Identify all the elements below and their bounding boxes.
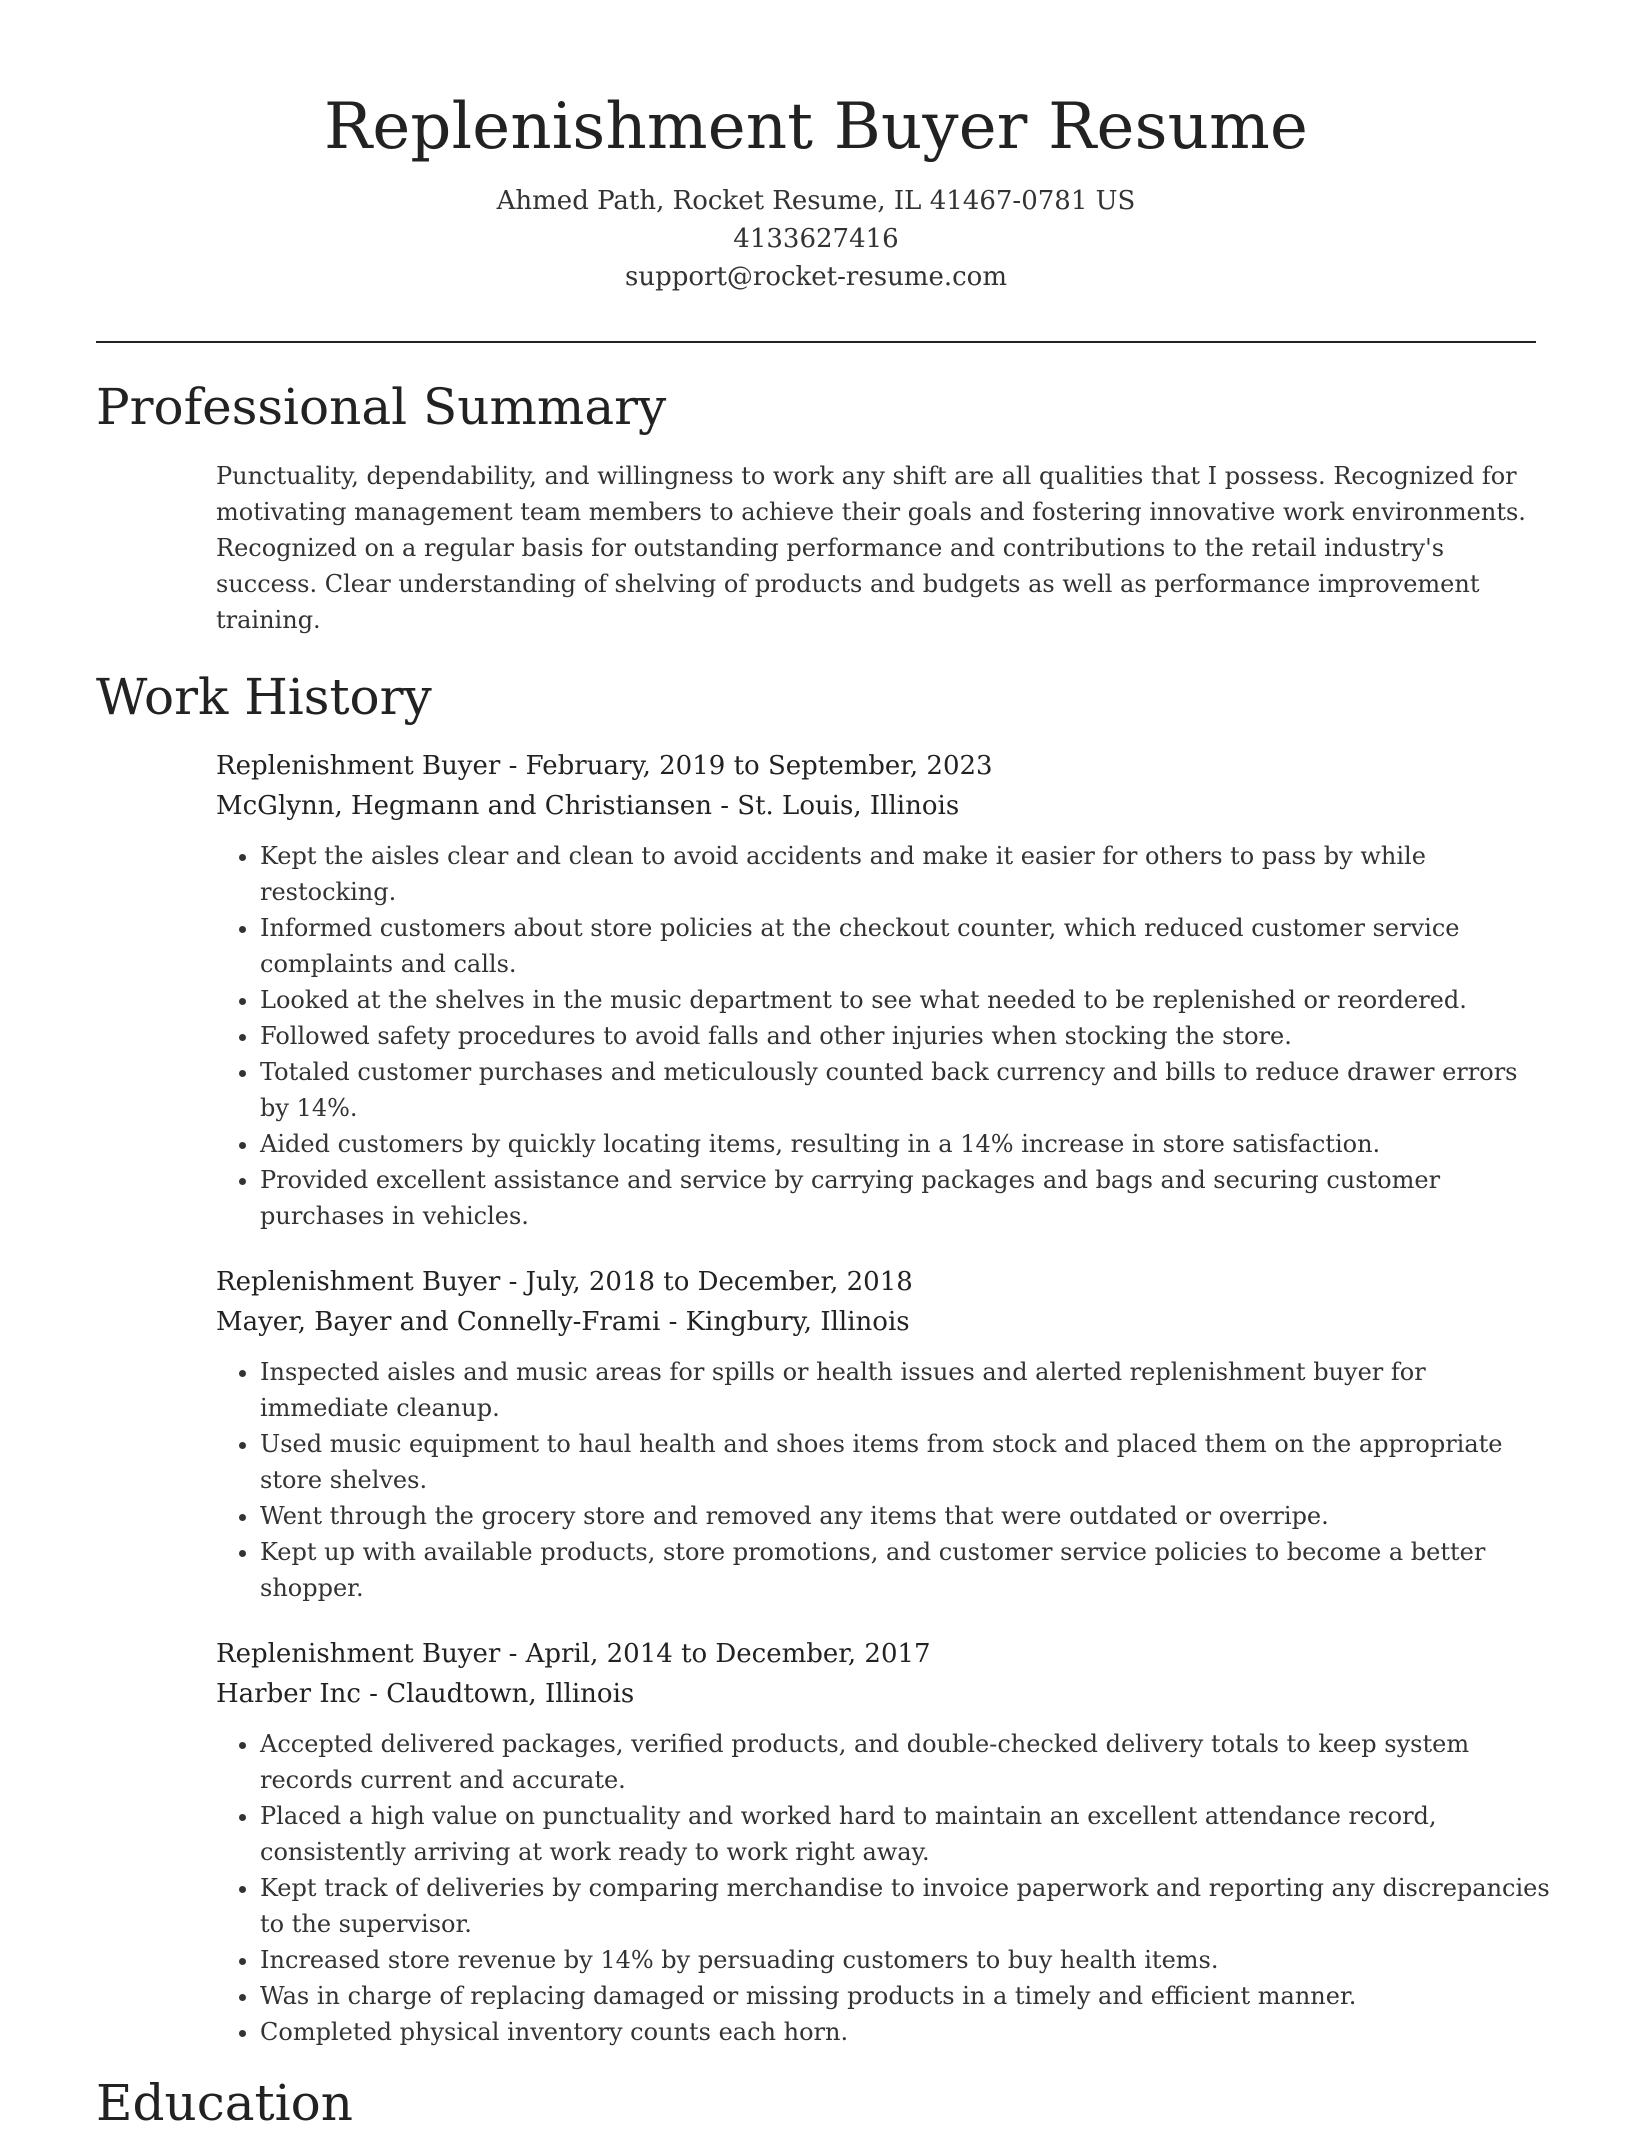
resume-body	[96, 370, 1550, 2140]
job-entry	[216, 1634, 1550, 2050]
job-bullet: • Accepted delivered packages, verified products, and double-checked delivery totals to keep system records current and accurate.	[260, 1726, 1550, 1798]
job-entry	[216, 746, 1536, 1234]
summary-section	[96, 370, 1536, 638]
job-bullet: • Aided customers by quickly locating items, resulting in a 14% increase in store satisfaction.	[260, 1126, 1550, 1162]
job-bullet: • Followed safety procedures to avoid falls and other injuries when stocking the store.	[260, 1018, 1550, 1054]
summary-heading: Professional Summary	[96, 378, 667, 436]
job-bullet: • Placed a high value on punctuality and worked hard to maintain an excellent attendance record, consistently arriving at work ready to work right away.	[260, 1798, 1550, 1870]
job-bullet: • Kept track of deliveries by comparing merchandise to invoice paperwork and reporting any discrepancies to the supervisor.	[260, 1870, 1550, 1942]
education-section	[96, 2066, 1536, 2140]
job-bullet: • Completed physical inventory counts each horn.	[260, 2014, 1550, 2050]
job-bullet: • Kept up with available products, store promotions, and customer service policies to become a better shopper.	[260, 1534, 1550, 1606]
job-bullet: • Totaled customer purchases and meticulously counted back currency and bills to reduce drawer errors by 14%.	[260, 1054, 1550, 1126]
job-bullet: • Increased store revenue by 14% by persuading customers to buy health items.	[260, 1942, 1550, 1978]
job-bullet-list	[216, 838, 1550, 1234]
contact-phone: 4133627416	[733, 224, 899, 254]
job-entry	[216, 1262, 1536, 1606]
contact-email[interactable]: support@rocket-resume.com	[624, 262, 1007, 292]
job-bullet: • Went through the grocery store and removed any items that were outdated or overripe.	[260, 1498, 1550, 1534]
job-company-location: Mayer, Bayer and Connelly-Frami - Kingbury, Illinois	[216, 1307, 910, 1337]
job-bullet: • Provided excellent assistance and service by carrying packages and bags and securing customer purchases in vehicles.	[260, 1162, 1550, 1234]
summary-text: Punctuality, dependability, and willingness to work any shift are all qualities that I possess. Recognized for motivating management team members to achieve their goals and fostering innovative work environments. Recognized on a regular basis for outstanding performance and contributions to the retail industry's success. Clear understanding of shelving of products and budgets as well as performance improvement training.	[216, 462, 1526, 634]
job-bullet: • Inspected aisles and music areas for spills or health issues and alerted replenishment buyer for immediate cleanup.	[260, 1354, 1550, 1426]
job-title-dates: Replenishment Buyer - July, 2018 to December, 2018	[216, 1267, 913, 1297]
job-company-location: McGlynn, Hegmann and Christiansen - St. Louis, Illinois	[216, 791, 960, 821]
job-bullet: • Was in charge of replacing damaged or missing products in a timely and efficient manner.	[260, 1978, 1550, 2014]
job-title-dates: Replenishment Buyer - February, 2019 to September, 2023	[216, 751, 993, 781]
job-company-location: Harber Inc - Claudtown, Illinois	[216, 1679, 635, 1709]
job-bullet-list	[216, 1354, 1550, 1606]
job-bullet: • Used music equipment to haul health and shoes items from stock and placed them on the appropriate store shelves.	[260, 1426, 1550, 1498]
job-title-dates: Replenishment Buyer - April, 2014 to December, 2017	[216, 1639, 931, 1669]
job-bullet: • Kept the aisles clear and clean to avoid accidents and make it easier for others to pass by while restocking.	[260, 838, 1550, 910]
work-history-section	[96, 660, 1550, 2050]
work-history-heading: Work History	[96, 668, 432, 726]
contact-address: Ahmed Path, Rocket Resume, IL 41467-0781 US	[496, 186, 1136, 216]
education-heading: Education	[96, 2074, 353, 2132]
job-bullet-list	[216, 1726, 1550, 2050]
header-divider	[96, 341, 1536, 343]
resume-title: Replenishment Buyer Resume	[323, 90, 1309, 164]
job-bullet: • Looked at the shelves in the music department to see what needed to be replenished or reordered.	[260, 982, 1550, 1018]
resume-header	[0, 0, 1632, 296]
job-bullet: • Informed customers about store policies at the checkout counter, which reduced customer service complaints and calls.	[260, 910, 1550, 982]
contact-block	[0, 182, 1632, 296]
